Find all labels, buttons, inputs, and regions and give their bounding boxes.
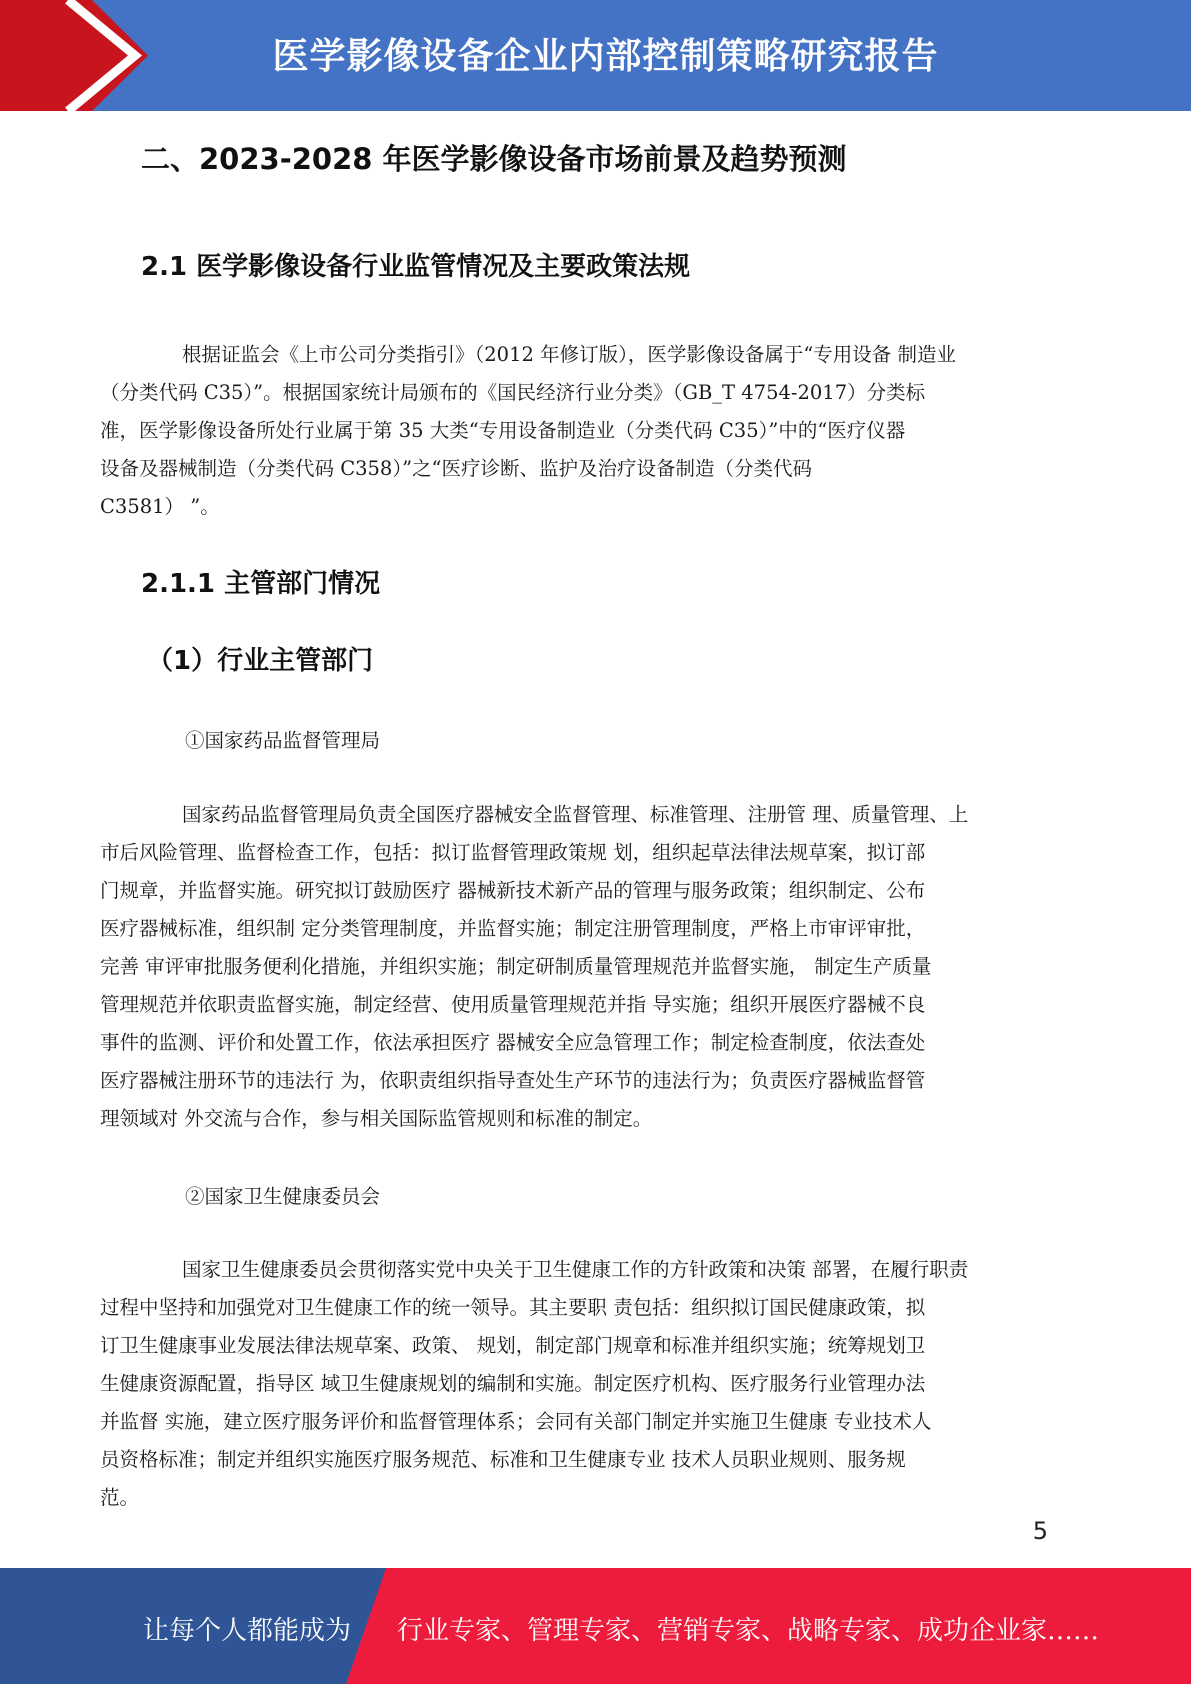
paragraph-line: 医疗器械注册环节的违法行 为，依职责组织指导查处生产环节的违法行为；负责医疗器械监督管 [100, 1069, 926, 1092]
footer-slogan-left: 让每个人都能成为 [143, 1616, 352, 1646]
item-paragraph-nmpa [100, 796, 1046, 1138]
paragraph-line: 生健康资源配置，指导区 域卫生健康规划的编制和实施。制定医疗机构、医疗服务行业管理办法 [100, 1372, 926, 1395]
subsection-heading: 2.1 医学影像设备行业监管情况及主要政策法规 [141, 252, 691, 282]
intro-line: C3581） ”。 [100, 495, 220, 518]
intro-line: 准，医学影像设备所处行业属于第 35 大类“专用设备制造业（分类代码 C35）”中的“医疗仪器 [100, 419, 906, 442]
heading-level4: （1）行业主管部门 [147, 646, 374, 676]
paragraph-line: 范。 [100, 1486, 140, 1509]
item-title-nmpa: ①国家药品监督管理局 [185, 729, 381, 752]
paragraph-line: 理领域对 外交流与合作，参与相关国际监管规则和标准的制定。 [100, 1107, 653, 1130]
footer-banner [0, 1568, 1191, 1684]
subsubsection-heading: 2.1.1 主管部门情况 [141, 569, 381, 599]
footer-slogan-right: 行业专家、管理专家、营销专家、战略专家、成功企业家…… [397, 1616, 1100, 1646]
intro-paragraph [100, 336, 1046, 526]
paragraph-line: 管理规范并依职责监督实施，制定经营、使用质量管理规范并指 导实施；组织开展医疗器械不良 [100, 993, 926, 1016]
section-heading: 二、2023-2028 年医学影像设备市场前景及趋势预测 [141, 142, 847, 176]
paragraph-line: 过程中坚持和加强党对卫生健康工作的统一领导。其主要职 责包括：组织拟订国民健康政策，拟 [100, 1296, 926, 1319]
paragraph-line: 并监督 实施，建立医疗服务评价和监督管理体系；会同有关部门制定并实施卫生健康 专业技术人 [100, 1410, 932, 1433]
paragraph-line: 事件的监测、评价和处置工作，依法承担医疗 器械安全应急管理工作；制定检查制度，依法查处 [100, 1031, 926, 1054]
intro-line: 设备及器械制造（分类代码 C358）”之“医疗诊断、监护及治疗设备制造（分类代码 [100, 457, 813, 480]
intro-line: （分类代码 C35）”。根据国家统计局颁布的《国民经济行业分类》（GB_T 4754-2017）分类标 [100, 381, 926, 404]
paragraph-line: 国家药品监督管理局负责全国医疗器械安全监督管理、标准管理、注册管 理、质量管理、上 [182, 803, 969, 826]
item-title-nhc: ②国家卫生健康委员会 [185, 1185, 381, 1208]
intro-line: 根据证监会《上市公司分类指引》（2012 年修订版），医学影像设备属于“专用设备 制造业 [182, 343, 956, 366]
paragraph-line: 市后风险管理、监督检查工作，包括：拟订监督管理政策规 划，组织起草法律法规草案，拟订部 [100, 841, 926, 864]
item-paragraph-nhc [100, 1251, 1046, 1517]
paragraph-line: 员资格标准；制定并组织实施医疗服务规范、标准和卫生健康专业 技术人员职业规则、服务规 [100, 1448, 906, 1471]
paragraph-line: 订卫生健康事业发展法律法规草案、政策、 规划，制定部门规章和标准并组织实施；统筹规划卫 [100, 1334, 926, 1357]
paragraph-line: 门规章，并监督实施。研究拟订鼓励医疗 器械新技术新产品的管理与服务政策；组织制定、公布 [100, 879, 926, 902]
page-number: 5 [1032, 1517, 1048, 1545]
paragraph-line: 医疗器械标准，组织制 定分类管理制度，并监督实施；制定注册管理制度，严格上市审评审批， [100, 917, 926, 940]
paragraph-line: 完善 审评审批服务便利化措施，并组织实施；制定研制质量管理规范并监督实施， 制定生产质量 [100, 955, 932, 978]
report-title: 医学影像设备企业内部控制策略研究报告 [272, 36, 939, 77]
paragraph-line: 国家卫生健康委员会贯彻落实党中央关于卫生健康工作的方针政策和决策 部署，在履行职责 [182, 1258, 969, 1281]
header-banner [0, 0, 1191, 111]
